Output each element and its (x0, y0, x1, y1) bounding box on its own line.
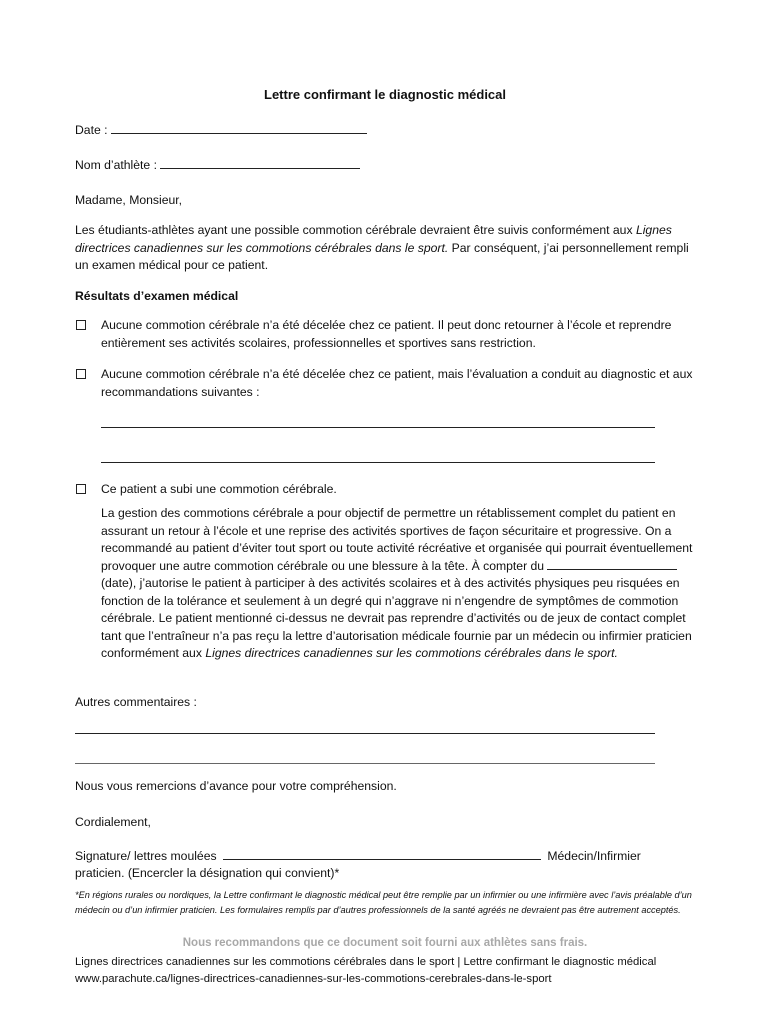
intro-guideline: Lignes directrices canadiennes sur les commotions cérébrales dans le sport. (75, 223, 672, 255)
signature-label: Signature/ lettres moulées (75, 849, 217, 863)
results-heading: Résultats d’examen médical (75, 289, 239, 303)
comments-line-1[interactable] (75, 733, 655, 734)
management-text-2: (date), j’autorise le patient à participer à des activités scolaires et à des activités physiques peu risquées en fonction de la tolérance et seulement à un degré qui n’aggrave ni n’engendre de symptômes de commotion cérébrale. Le patient mentionné ci-dessus ne devrait pas reprendre d’activités ou de jeux de contact complet tant que l’entraîneur n’a pas reçu la lettre d’autorisation médicale fournie par un médecin ou infirmier praticien conformément aux (101, 576, 692, 660)
salutation: Madame, Monsieur, (75, 193, 183, 207)
intro-paragraph (75, 222, 695, 275)
athlete-row (75, 157, 695, 175)
management-paragraph (101, 505, 696, 663)
source-footer (75, 954, 735, 988)
footnote: *En régions rurales ou nordiques, la Lettre confirmant le diagnostic médical peut être remplie par un infirmier ou une infirmière avec l’avis préalable d’un médecin ou d’un infirmier praticien. Les formulaires remplis par d’autres professionnels de la santé agréés ne devraient pas être autrement acceptés. (75, 890, 692, 915)
intro-text-1: Les étudiants-athlètes ayant une possible commotion cérébrale devraient être suivis conformément aux (75, 223, 636, 237)
diagnosis-line-2[interactable] (101, 462, 655, 463)
option2-text: Aucune commotion cérébrale n’a été décelée chez ce patient, mais l’évaluation a conduit au diagnostic et aux recommandations suivantes : (101, 367, 693, 399)
signature-role: Médecin/Infirmier (547, 849, 641, 863)
recommendation-note: Nous recommandons que ce document soit fourni aux athlètes sans frais. (182, 937, 588, 949)
signature-row (75, 848, 715, 866)
closing-text: Cordialement, (75, 815, 151, 829)
source-url[interactable]: www.parachute.ca/lignes-directrices-canadiennes-sur-les-commotions-cerebrales-dans-le-sport (75, 973, 552, 985)
thanks-text: Nous vous remercions d’avance pour votre compréhension. (75, 779, 397, 793)
option1-checkbox[interactable] (76, 320, 86, 330)
diagnosis-line-1[interactable] (101, 427, 655, 428)
signature-field[interactable] (223, 858, 541, 860)
signature-line-2: praticien. (Encercler la désignation qui convient)* (75, 866, 340, 880)
option3-text: Ce patient a subi une commotion cérébrale. (101, 482, 337, 496)
option2-checkbox[interactable] (76, 369, 86, 379)
date-label: Date : (75, 123, 108, 137)
source-title: Lignes directrices canadiennes sur les commotions cérébrales dans le sport | Lettre confirmant le diagnostic médical (75, 956, 657, 968)
option1-text: Aucune commotion cérébrale n’a été décelée chez ce patient. Il peut donc retourner à l’école et reprendre entièrement ses activités scolaires, professionnelles et sportives sans restriction. (101, 318, 672, 350)
option3-checkbox[interactable] (76, 484, 86, 494)
management-guideline: Lignes directrices canadiennes sur les commotions cérébrales dans le sport. (205, 646, 618, 660)
comments-label: Autres commentaires : (75, 695, 197, 709)
return-date-field[interactable] (547, 568, 677, 570)
page-title: Lettre confirmant le diagnostic médical (264, 87, 506, 102)
athlete-name-field[interactable] (160, 167, 360, 169)
management-text-1: La gestion des commotions cérébrale a pour objectif de permettre un rétablissement complet du patient en assurant un retour à l’école et une reprise des activités sportives de façon sécuritaire et progressive. On a recommandé au patient d’éviter tout sport ou toute activité récréative et organisée qui pourrait éventuellement provoquer une autre commotion cérébrale ou une blessure à la tête. À compter du (101, 506, 693, 573)
date-field[interactable] (111, 132, 367, 134)
comments-line-2[interactable] (75, 763, 655, 764)
intro-text-2: Par conséquent, j’ai personnellement rempli un examen médical pour ce patient. (75, 240, 689, 272)
athlete-label: Nom d’athlète : (75, 158, 157, 172)
date-row (75, 122, 695, 140)
